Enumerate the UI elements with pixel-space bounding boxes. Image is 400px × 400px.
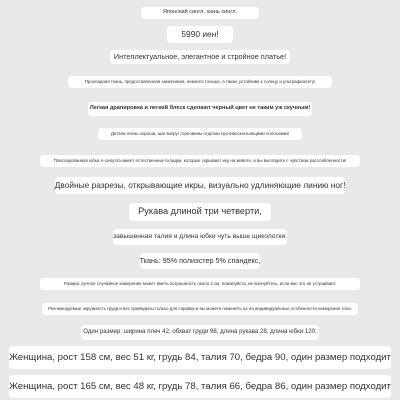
fabric-line: Ткань: 95% полиэстер 5% спандекс, xyxy=(140,253,260,269)
description-line-4: Прохладная ткань, предоставленная заказчиком, немного тоньше, а также устойчива к солнцу и ультрафиолету! xyxy=(68,76,332,88)
price-line: 5990 иен! xyxy=(167,26,233,43)
recommendation-note-line: Рекомендуемые окружность груди и вес приведены только для справки и вы можете поменять их на индивидуальные особенности измерения тела. xyxy=(42,303,358,315)
description-line-8: Двойные разрезы, открывающие икры, визуально удлиняющие линию ног! xyxy=(55,177,345,194)
description-line-5: Легкая драпировка и легкий блеск сделают черный цвет не таким уж скучным! xyxy=(88,102,312,116)
description-line-6: Детали очень хороши, шаг вокруг горловины отделан противоскользящими полосками! xyxy=(98,128,302,140)
model-fit-line-2: Женщина, рост 165 см, вес 48 кг, грудь 78, талия 66, бедра 86, один размер подходит xyxy=(9,375,391,398)
description-line-7: Плиссированная юбка A-силуэта имеет естественные складки, которые скрывают ику на животе, и вы выглядите с чувством расслабленности! xyxy=(40,155,360,167)
one-size-measurements-line: Один размер: ширина плеч 42, обхват груди 98, длина рукава 28, длина юбки 120; xyxy=(81,325,319,340)
size-note-line: Размер: ручное случайное измерение может иметь погрешность около 2 см, пожалуйста, не волнуйтесь, если вас это не устраивает. xyxy=(40,278,360,290)
model-fit-line-1: Женщина, рост 158 см, вес 51 кг, грудь 84, талия 70, бедра 90, один размер подходит xyxy=(9,346,391,369)
description-line-10: завышенная талия и длина юбки чуть выше щиколотки. xyxy=(113,229,287,245)
description-line-3: Интеллектуальное, элегантное и стройное платье! xyxy=(110,50,290,64)
description-line-9: Рукава длиной три четверти, xyxy=(129,203,271,221)
description-line-1: Японский сингл, юань сингл. xyxy=(141,7,259,19)
